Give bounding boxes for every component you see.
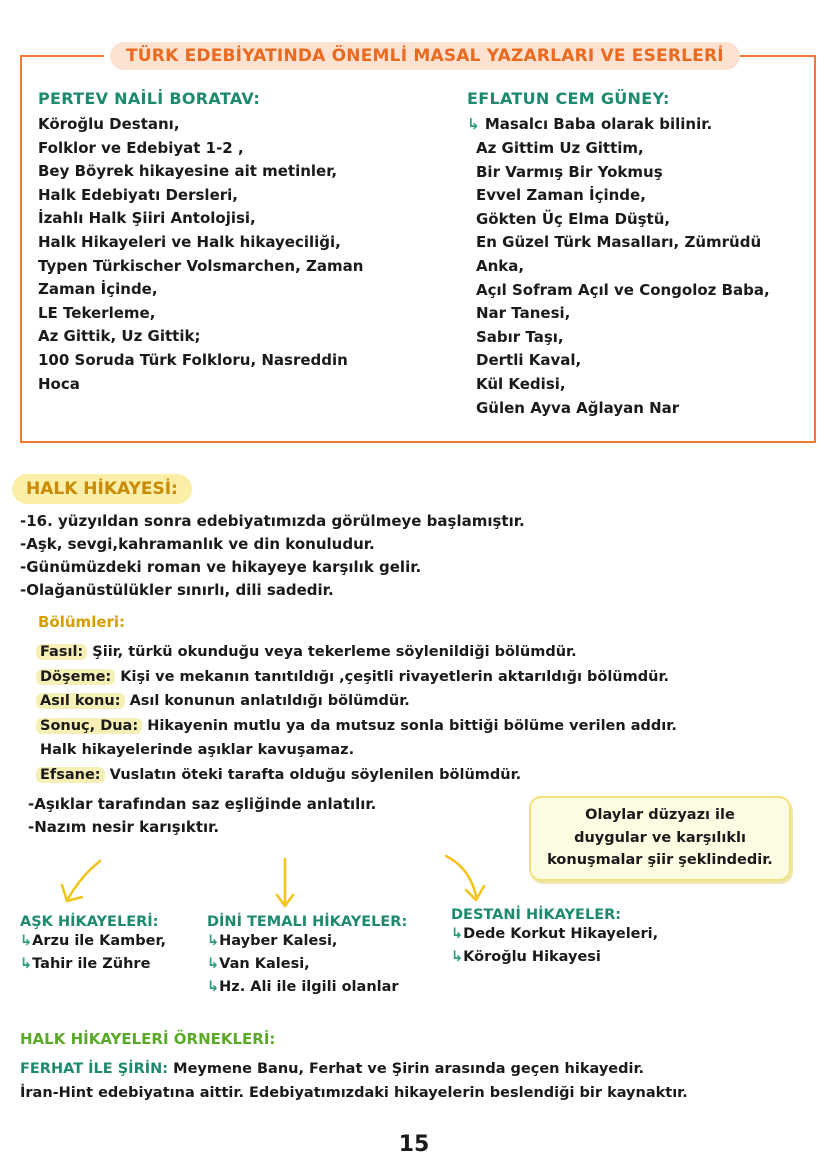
point-item: -Günümüzdeki roman ve hikayeye karşılık gelir.	[20, 558, 422, 576]
work-item: İzahlı Halk Şiiri Antolojisi,	[38, 209, 256, 228]
bolum-text: Asıl konunun anlatıldığı bölümdür.	[129, 693, 410, 709]
hook-arrow-icon: ↳	[20, 956, 33, 972]
category-destani	[451, 907, 658, 969]
category-item	[207, 953, 407, 976]
point-item: -Nazım nesir karışıktır.	[28, 818, 220, 836]
bolum-text: Hikayenin mutlu ya da mutsuz sonla bittiği bölüme verilen addır.	[147, 717, 677, 734]
ferhat-line-2: İran-Hint edebiyatına aittir. Edebiyatımızdaki hikayelerin beslendiği bir kaynaktır.	[20, 1085, 688, 1101]
bolum-text: Şiir, türkü okunduğu veya tekerleme söylenildiği bölümdür.	[92, 644, 577, 660]
work-item: Halk Hikayeleri ve Halk hikayeciliği,	[38, 232, 341, 251]
category-title: DESTANİ HİKAYELER:	[451, 907, 622, 923]
bolum-item	[36, 665, 677, 690]
ferhat-line-1	[20, 1057, 688, 1081]
work-item: En Güzel Türk Masalları, Zümrüdü	[476, 233, 762, 252]
hook-arrow-icon: ↳	[207, 933, 220, 949]
category-item-text: Tahir ile Zühre	[32, 956, 151, 972]
work-item: Az Gittik, Uz Gittik;	[38, 327, 201, 346]
category-item	[20, 930, 166, 953]
work-item: Nar Tanesi,	[476, 304, 571, 323]
work-item: Zaman İçinde,	[38, 280, 158, 299]
work-item: Az Gittim Uz Gittim,	[476, 139, 644, 157]
term-fasil: Fasıl:	[36, 644, 87, 660]
category-dini	[207, 914, 407, 999]
work-item: Bey Böyrek hikayesine ait metinler,	[38, 162, 338, 181]
term-asil-konu: Asıl konu:	[36, 693, 125, 709]
category-item-text: Köroğlu Hikayesi	[463, 949, 601, 965]
category-title: DİNİ TEMALI HİKAYELER:	[207, 914, 408, 930]
work-item: Açıl Sofram Açıl ve Congoloz Baba,	[476, 280, 770, 299]
guney-works-list	[476, 137, 770, 420]
category-item	[207, 930, 407, 953]
hook-arrow-icon: ↳	[451, 926, 464, 942]
arrow-down-icon	[270, 855, 300, 913]
hook-arrow-icon: ↳	[467, 115, 480, 133]
work-item: LE Tekerleme,	[38, 303, 156, 322]
hook-arrow-icon: ↳	[20, 933, 33, 949]
term-efsane: Efsane:	[36, 767, 105, 783]
term-sonuc-dua: Sonuç, Dua:	[36, 718, 142, 734]
bolum-item	[36, 763, 677, 788]
hook-arrow-icon: ↳	[207, 979, 220, 995]
point-item: -Olağanüstülükler sınırlı, dili sadedir.	[20, 581, 334, 599]
work-item: 100 Soruda Türk Folkloru, Nasreddin	[38, 350, 348, 369]
category-item	[207, 976, 407, 999]
bolum-item	[36, 640, 677, 665]
hook-arrow-icon: ↳	[451, 949, 464, 965]
work-item: Kül Kedisi,	[476, 374, 566, 393]
extra-points-list	[28, 793, 376, 839]
ferhat-line-1-text: Meymene Banu, Ferhat ve Şirin arasında geçen hikayedir.	[173, 1061, 645, 1077]
work-item: Gülen Ayva Ağlayan Nar	[476, 398, 680, 417]
bolum-item	[36, 714, 677, 739]
category-ask	[20, 914, 166, 976]
note-line: duygular ve karşılıklı	[574, 829, 746, 846]
author-name-guney: EFLATUN CEM GÜNEY:	[467, 89, 670, 108]
note-line: Olaylar düzyazı ile	[585, 807, 735, 823]
bolum-note: Halk hikayelerinde aşıklar kavuşamaz.	[40, 742, 355, 758]
point-item: -Aşıklar tarafından saz eşliğinde anlatılır.	[28, 795, 377, 813]
point-item: -16. yüzyıldan sonra edebiyatımızda görülmeye başlamıştır.	[20, 512, 525, 530]
category-item-text: Arzu ile Kamber,	[32, 933, 167, 949]
work-item: Anka,	[476, 256, 525, 275]
bolumler-list	[36, 640, 677, 787]
page-number: 15	[398, 1132, 430, 1157]
work-item: Sabır Taşı,	[476, 327, 564, 346]
halk-points-list	[20, 510, 525, 602]
section-title-masal: TÜRK EDEBİYATINDA ÖNEMLİ MASAL YAZARLARI VE ESERLERİ	[110, 42, 740, 70]
note-box	[529, 796, 791, 881]
work-item: Evvel Zaman İçinde,	[476, 186, 646, 205]
work-item: Gökten Üç Elma Düştü,	[476, 209, 671, 228]
arrow-down-left-icon	[50, 855, 110, 910]
hook-arrow-icon: ↳	[207, 956, 220, 972]
work-item: Halk Edebiyatı Dersleri,	[38, 185, 238, 204]
work-item: Folklor ve Edebiyat 1-2 ,	[38, 138, 244, 157]
ferhat-sirin-paragraph	[20, 1057, 688, 1105]
note-line: konuşmalar şiir şeklindedir.	[547, 852, 773, 868]
category-item	[20, 953, 166, 976]
arrow-down-right-icon	[440, 852, 490, 907]
term-doseme: Döşeme:	[36, 669, 115, 685]
bolum-item	[36, 689, 677, 714]
work-item: Bir Varmış Bir Yokmuş	[476, 162, 663, 181]
category-item-text: Hz. Ali ile ilgili olanlar	[219, 979, 399, 995]
author-name-boratav: PERTEV NAİLİ BORATAV:	[38, 89, 261, 108]
work-item: Dertli Kaval,	[476, 351, 582, 370]
category-item-text: Dede Korkut Hikayeleri,	[463, 926, 659, 942]
section-title-halk-hikayesi: HALK HİKAYESİ:	[12, 474, 192, 504]
bolum-text: Vuslatın öteki tarafta olduğu söylenilen bölümdür.	[109, 766, 522, 783]
ferhat-sirin-label: FERHAT İLE ŞİRİN:	[20, 1061, 169, 1077]
category-title: AŞK HİKAYELERİ:	[20, 914, 159, 930]
point-item: -Aşk, sevgi,kahramanlık ve din konuludur.	[20, 535, 375, 553]
category-item	[451, 923, 658, 946]
category-item	[451, 946, 658, 969]
guney-intro-text: Masalcı Baba olarak bilinir.	[484, 115, 713, 133]
work-item: Köroğlu Destanı,	[38, 115, 180, 133]
category-item-text: Hayber Kalesi,	[219, 933, 338, 949]
work-item: Typen Türkischer Volsmarchen, Zaman	[38, 256, 364, 275]
section-title-ornekler: HALK HİKAYELERİ ÖRNEKLERİ:	[20, 1030, 276, 1048]
boratav-works-list	[38, 113, 363, 396]
bolumler-title: Bölümleri:	[38, 613, 126, 631]
category-item-text: Van Kalesi,	[219, 956, 310, 972]
work-item: Hoca	[38, 374, 80, 393]
guney-intro	[467, 113, 712, 137]
bolum-text: Kişi ve mekanın tanıtıldığı ,çeşitli rivayetlerin aktarıldığı bölümdür.	[120, 668, 670, 685]
